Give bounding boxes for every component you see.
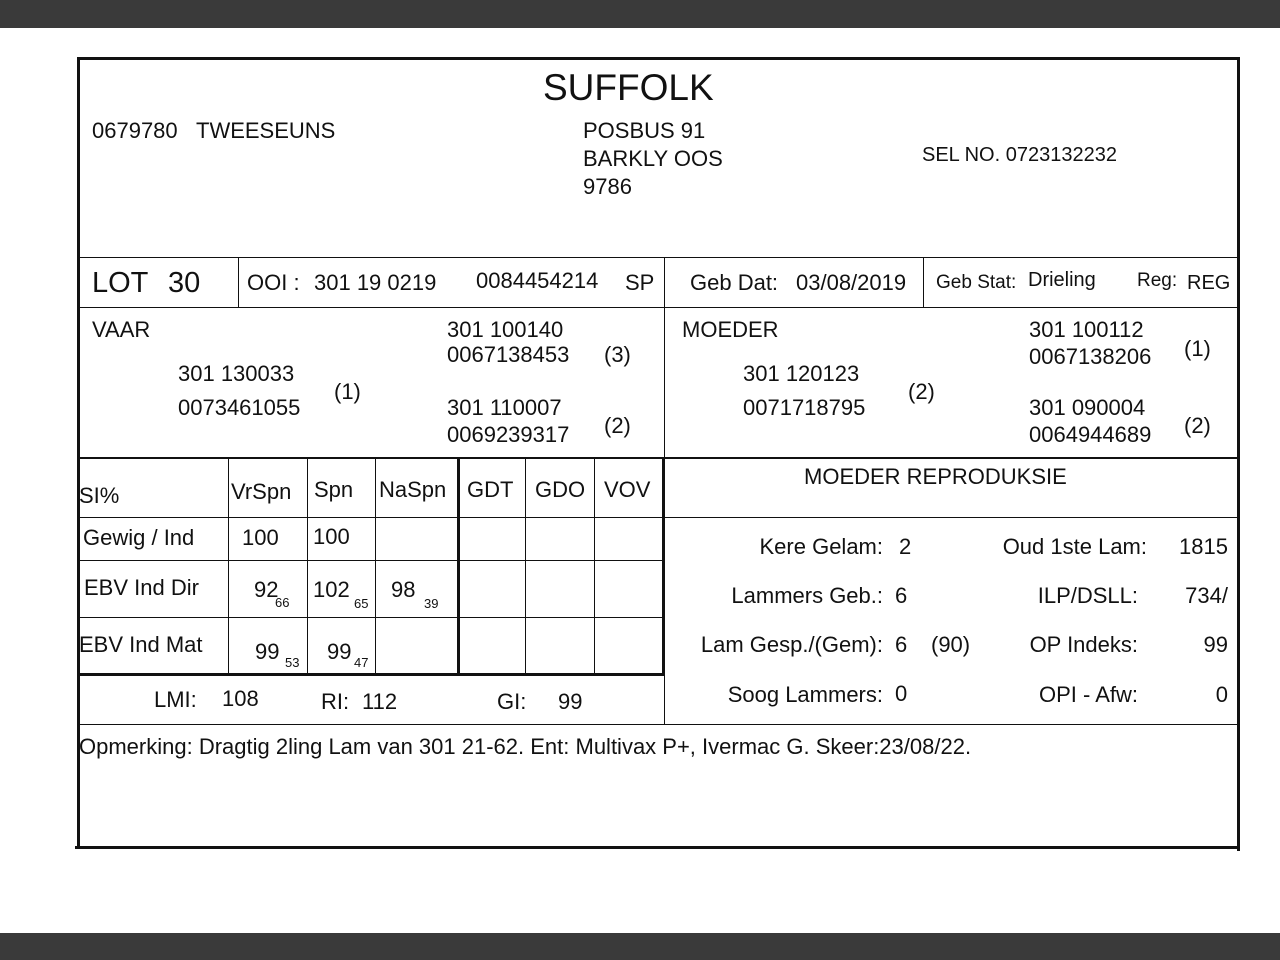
si-header-gdo: GDO (535, 477, 586, 502)
oud-1ste-lam-label: Oud 1ste Lam: (1002, 534, 1147, 559)
remark-text: Opmerking: Dragtig 2ling Lam van 301 21-62. Ent: Multivax P+, Ivermac G. Skeer:23/08/22. (79, 734, 972, 759)
lam-gesp-label: Lam Gesp./(Gem): (700, 632, 883, 657)
address-line-1: POSBUS 91 (583, 118, 706, 143)
sire-dam-reg: 0069239317 (447, 422, 570, 447)
sire-id: 301 130033 (178, 361, 295, 386)
lammers-geb-value: 6 (895, 583, 908, 608)
op-indeks-value: 99 (1203, 632, 1228, 657)
dam-sire-id: 301 100112 (1029, 317, 1144, 342)
si-cell-mat-vrspn: 99 (255, 639, 280, 664)
sire-sire-id: 301 100140 (447, 317, 564, 342)
rule-table-bottom (79, 673, 665, 676)
lmi-value: 108 (222, 686, 259, 711)
ilp-dsll-label: ILP/DSLL: (1037, 583, 1138, 608)
dam-marker: (2) (908, 379, 935, 404)
rule-lot-divider (238, 258, 239, 308)
si-corner-label: SI% (79, 483, 120, 508)
si-cell-dir-naspn: 98 (391, 577, 416, 602)
dam-label: MOEDER (682, 317, 779, 342)
ri-label: RI: (321, 689, 350, 714)
kere-gelam-label: Kere Gelam: (759, 534, 883, 559)
sire-label: VAAR (92, 317, 151, 342)
dam-sire-marker: (1) (1184, 336, 1211, 361)
lot-label: LOT (92, 267, 149, 299)
rule-lot (79, 307, 1238, 308)
si-sub-mat-vrspn: 53 (285, 655, 300, 670)
birth-status: Drieling (1028, 269, 1096, 291)
sire-dam-id: 301 110007 (447, 395, 562, 420)
kere-gelam-value: 2 (899, 534, 912, 559)
rule-remark (79, 724, 1238, 725)
si-header-gdt: GDT (467, 477, 514, 502)
si-header-spn: Spn (314, 477, 354, 502)
ri-value: 112 (362, 689, 398, 714)
dam-dam-marker: (2) (1184, 413, 1211, 438)
rule-status-divider (923, 258, 924, 308)
dam-dam-reg: 0064944689 (1029, 422, 1152, 447)
sire-sire-marker: (3) (604, 342, 631, 367)
rule-table-head (79, 517, 1238, 518)
owner-code: 0679780 (92, 118, 178, 143)
si-cell-dir-vrspn: 92 (254, 577, 279, 602)
seller-number: SEL NO. 0723132232 (922, 144, 1117, 166)
si-sub-dir-vrspn: 66 (275, 595, 290, 610)
rule-col-4 (457, 459, 460, 674)
birth-date-label: Geb Dat: (690, 270, 779, 295)
birth-date: 03/08/2019 (796, 270, 907, 295)
owner-name: TWEESEUNS (196, 118, 336, 143)
ooi-suffix: SP (625, 270, 655, 295)
ilp-dsll-value: 734/ (1185, 583, 1228, 608)
rule-col-2 (307, 459, 308, 674)
si-cell-gewig-spn: 100 (313, 524, 350, 549)
rule-col-5 (525, 459, 526, 674)
card-border-left (77, 57, 80, 849)
dam-sire-reg: 0067138206 (1029, 344, 1152, 369)
rule-col-3 (375, 459, 376, 674)
lammers-geb-label: Lammers Geb.: (731, 583, 883, 608)
opi-afw-label: OPI - Afw: (1038, 682, 1138, 707)
rule-header (79, 257, 1238, 258)
breed-title: SUFFOLK (543, 67, 714, 108)
si-cell-gewig-vrspn: 100 (242, 525, 279, 550)
address-line-2: BARKLY OOS (583, 146, 723, 171)
ooi-id: 301 19 0219 (314, 270, 437, 295)
rule-table-row1 (79, 560, 664, 561)
rule-pedigree (79, 457, 1238, 459)
ooi-registration: 0084454214 (476, 268, 599, 293)
sire-reg: 0073461055 (178, 395, 301, 420)
opi-afw-value: 0 (1215, 682, 1228, 707)
card-border-top (77, 57, 1240, 60)
sire-dam-marker: (2) (604, 413, 631, 438)
rule-col-6 (594, 459, 595, 674)
lot-number: 30 (168, 267, 201, 299)
address-line-3: 9786 (583, 174, 632, 199)
gi-label: GI: (497, 689, 527, 714)
soog-lammers-label: Soog Lammers: (727, 682, 883, 707)
op-indeks-label: OP Indeks: (1029, 632, 1138, 657)
oud-1ste-lam-value: 1815 (1179, 534, 1228, 559)
sire-marker: (1) (334, 379, 361, 404)
si-row-label-ebv-dir: EBV Ind Dir (84, 575, 199, 600)
reg-label: Reg: (1137, 270, 1178, 291)
ooi-label: OOI : (247, 270, 300, 295)
lam-gesp-value: 6 (895, 632, 908, 657)
si-row-label-gewig: Gewig / Ind (83, 525, 195, 550)
repro-title: MOEDER REPRODUKSIE (804, 464, 1067, 489)
gi-value: 99 (558, 689, 583, 714)
si-header-vrspn: VrSpn (231, 479, 292, 504)
si-header-vov: VOV (604, 477, 651, 502)
si-cell-mat-spn: 99 (327, 639, 352, 664)
si-header-naspn: NaSpn (379, 477, 447, 502)
soog-lammers-value: 0 (895, 681, 908, 706)
si-row-label-ebv-mat: EBV Ind Mat (79, 632, 203, 657)
si-cell-dir-spn: 102 (313, 577, 350, 602)
rule-table-row2 (79, 617, 664, 618)
card-border-right (1237, 57, 1240, 851)
rule-col-1 (228, 459, 229, 674)
si-sub-dir-naspn: 39 (424, 596, 439, 611)
rule-col-7 (662, 459, 665, 675)
dam-id: 301 120123 (743, 361, 860, 386)
lmi-label: LMI: (154, 687, 197, 712)
dam-dam-id: 301 090004 (1029, 395, 1146, 420)
si-sub-mat-spn: 47 (354, 655, 369, 670)
si-sub-dir-spn: 65 (354, 596, 369, 611)
sire-sire-reg: 0067138453 (447, 342, 570, 367)
card-border-bottom (75, 846, 1240, 849)
birth-status-label: Geb Stat: (936, 272, 1017, 293)
lam-gesp-gem-value: (90) (931, 632, 971, 657)
reg-value: REG (1187, 272, 1231, 294)
dam-reg: 0071718795 (743, 395, 866, 420)
